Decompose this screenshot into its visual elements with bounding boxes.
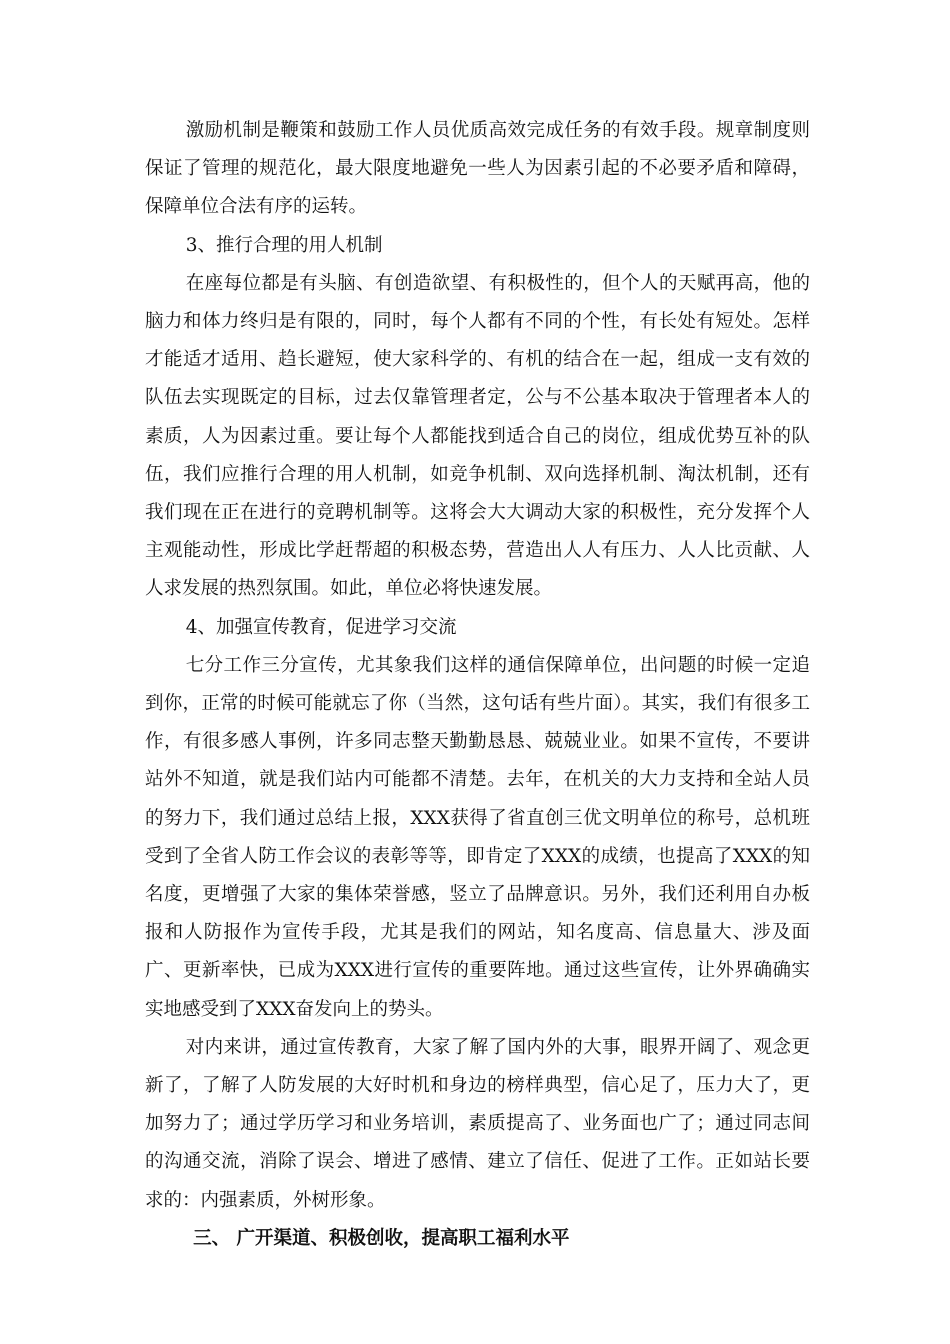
subheading-employment-mechanism: 3、推行合理的用人机制 — [185, 234, 383, 256]
section-heading-three: 三、 广开渠道、积极创收，提高职工福利水平 — [193, 1227, 570, 1249]
paragraph-employment-mechanism: 在座每位都是有头脑、有创造欲望、有积极性的，但个人的天赋再高，他的脑力和体力终归是有限的，同时，每个人都有不同的个性，有长处有短处。怎样才能适才适用、趋长避短，使大家科学的、有机的结合在一起，组成一支有效的队伍去实现既定的目标，过去仅靠管理者定，公与不公基本取决于管理者本人的素质，人为因素过重。要让每个人都能找到适合自己的岗位，组成优势互补的队伍，我们应推行合理的用人机制，如竞争机制、双向选择机制、淘汰机制，还有我们现在正在进行的竞聘机制等。这将会大大调动大家的积极性，充分发挥个人主观能动性，形成比学赶帮超的积极态势，营造出人人有压力、人人比贡献、人人求发展的热烈氛围。如此，单位必将快速发展。 — [145, 272, 810, 600]
paragraph-publicity-external: 七分工作三分宣传，尤其象我们这样的通信保障单位，出问题的时候一定追到你，正常的时候可能就忘了你（当然，这句话有些片面）。其实，我们有很多工作，有很多感人事例，许多同志整天勤勤恳恳、兢兢业业。如果不宣传，不要讲站外不知道，就是我们站内可能都不清楚。去年，在机关的大力支持和全站人员的努力下，我们通过总结上报，XXX获得了省直创三优文明单位的称号，总机班受到了全省人防工作会议的表彰等等，即肯定了XXX的成绩，也提高了XXX的知名度，更增强了大家的集体荣誉感，竖立了品牌意识。另外，我们还利用自办板报和人防报作为宣传手段，尤其是我们的网站，知名度高、信息量大、涉及面广、更新率快，已成为XXX进行宣传的重要阵地。通过这些宣传，让外界确确实实地感受到了XXX奋发向上的势头。 — [145, 654, 810, 1020]
subheading-publicity-education: 4、加强宣传教育，促进学习交流 — [185, 616, 457, 638]
paragraph-publicity-internal: 对内来讲，通过宣传教育，大家了解了国内外的大事，眼界开阔了、观念更新了，了解了人防发展的大好时机和身边的榜样典型，信心足了，压力大了，更加努力了；通过学历学习和业务培训，素质提高了、业务面也广了；通过同志间的沟通交流，消除了误会、增进了感情、建立了信任、促进了工作。正如站长要求的：内强素质，外树形象。 — [145, 1036, 810, 1211]
paragraph-incentive-mechanism: 激励机制是鞭策和鼓励工作人员优质高效完成任务的有效手段。规章制度则保证了管理的规范化，最大限度地避免一些人为因素引起的不必要矛盾和障碍，保障单位合法有序的运转。 — [145, 120, 810, 218]
document-page — [145, 112, 810, 1258]
